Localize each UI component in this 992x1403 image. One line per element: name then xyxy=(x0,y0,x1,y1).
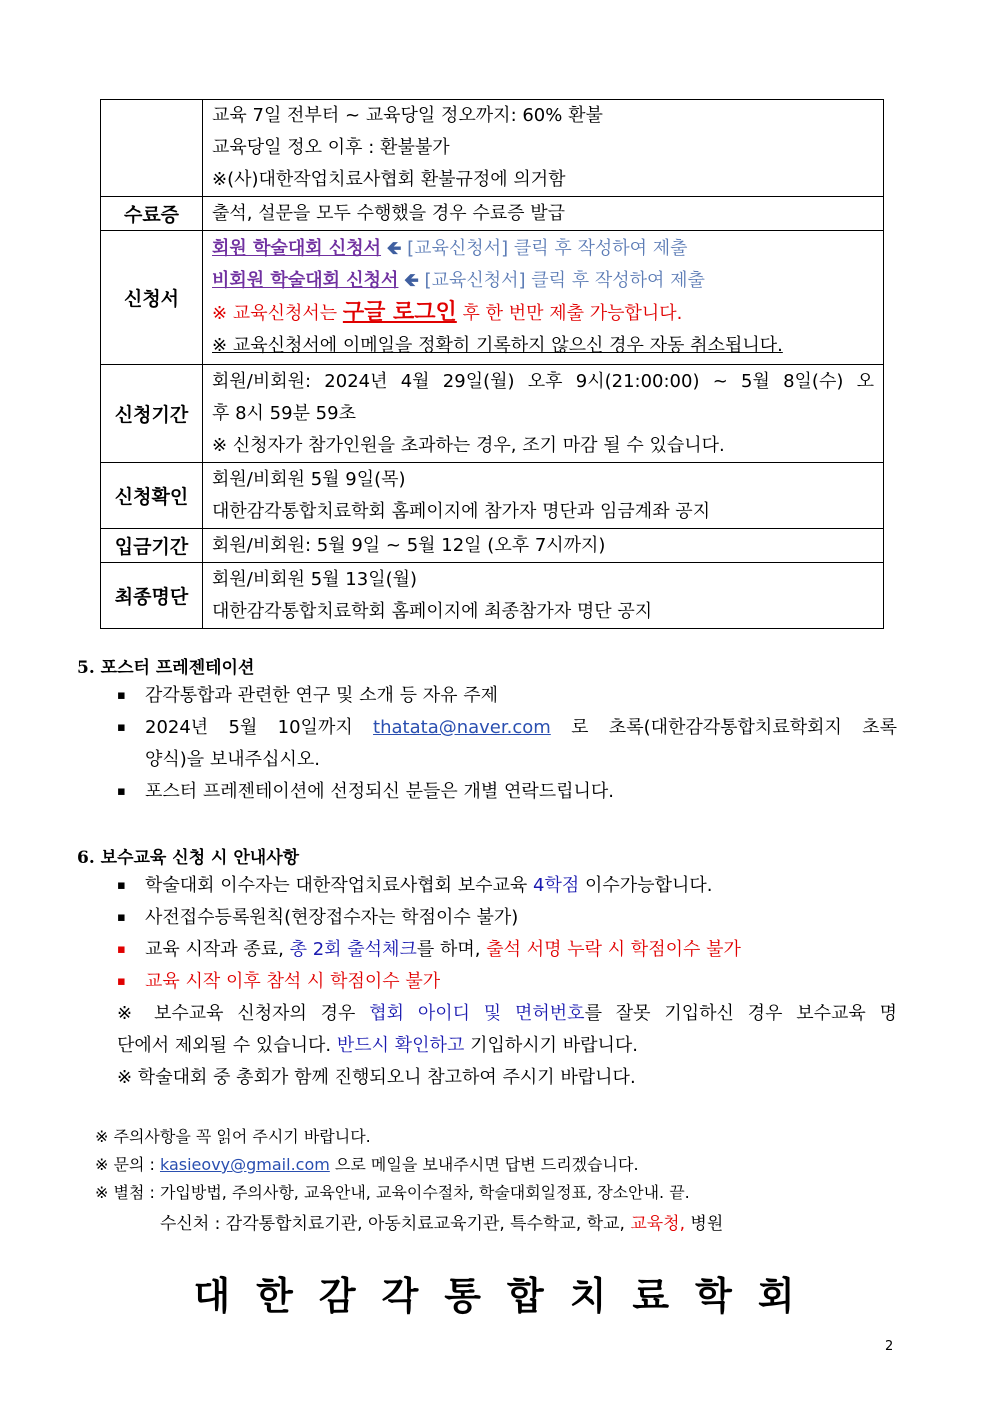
recipient-line xyxy=(160,1209,723,1234)
footer-note-2 xyxy=(95,1151,639,1179)
refund-cell xyxy=(203,100,884,197)
table-row-period xyxy=(101,365,884,463)
contact-email-link[interactable]: kasieovy@gmail.com xyxy=(159,1155,330,1174)
section-6-item-3 xyxy=(117,934,897,966)
section-6-note-2: ※ 학술대회 중 총회가 함께 진행되오니 참고하여 주시기 바랍니다. xyxy=(117,1067,636,1088)
poster-email-link[interactable]: thatata@naver.com xyxy=(373,717,551,738)
info-table xyxy=(100,99,884,629)
recipient-b: 교육청, xyxy=(630,1214,685,1234)
bullet-icon: ▪ xyxy=(117,720,126,735)
member-application-row xyxy=(212,233,874,265)
refund-line-3: ※(사)대한작업치료사협회 환불규정에 의거함 xyxy=(212,169,566,190)
final-line-2: 대한감각통합치료학회 홈페이지에 최종참가자 명단 공지 xyxy=(212,600,653,622)
bullet-icon: ▪ xyxy=(117,784,126,799)
section-6-item-3-c: 를 하며, xyxy=(416,939,481,960)
refund-line-2: 교육당일 정오 이후 : 환불불가 xyxy=(212,137,450,158)
section-5-item-2-prefix: 2024년 5월 10일까지 xyxy=(145,717,353,738)
section-5-item-2-continuation: 양식)을 보내주십시오. xyxy=(145,749,320,770)
period-cell xyxy=(203,365,884,463)
section-6-item-3-a: 교육 시작과 종료, xyxy=(145,939,284,960)
table-row-certificate xyxy=(101,197,884,231)
section-6-item-2-text: 사전접수등록원칙(현장접수자는 학점이수 불가) xyxy=(145,907,519,928)
note-1-d: 단에서 제외될 수 있습니다. xyxy=(117,1035,332,1056)
payment-header: 입금기간 xyxy=(101,529,203,563)
nonmember-click-hint: [교육신청서] 클릭 후 작성하여 제출 xyxy=(424,270,705,291)
bullet-icon: ▪ xyxy=(117,910,126,925)
section-6-item-4-text: 교육 시작 이후 참석 시 학점이수 불가 xyxy=(145,971,441,992)
section-6-title: 6. 보수교육 신청 시 안내사항 xyxy=(77,848,300,868)
page-number: 2 xyxy=(885,1339,894,1354)
refund-header-cell xyxy=(101,100,203,197)
period-line-2: 후 8시 59분 59초 xyxy=(212,402,356,424)
certificate-line: 출석, 설문을 모두 수행했을 경우 수료증 발급 xyxy=(212,202,566,224)
payment-line: 회원/비회원: 5월 9일 ~ 5월 12일 (오후 7시까지) xyxy=(212,534,606,556)
table-row-confirm xyxy=(101,463,884,529)
payment-cell xyxy=(203,529,884,563)
section-6-item-1-suffix: 이수가능합니다. xyxy=(585,875,713,896)
footer-note-1: ※ 주의사항을 꼭 읽어 주시기 바랍니다. xyxy=(95,1127,371,1146)
note-1-a: ※ 보수교육 신청자의 경우 xyxy=(117,1003,356,1024)
bullet-icon: ▪ xyxy=(117,878,126,893)
member-click-hint: [교육신청서] 클릭 후 작성하여 제출 xyxy=(407,238,688,259)
left-arrow-icon: 🡸 xyxy=(404,270,419,291)
google-login-emphasis: 구글 로그인 xyxy=(342,300,457,325)
recipient-a: 수신처 : 감각통합치료기관, 아동치료교육기관, 특수학교, 학교, xyxy=(160,1214,625,1234)
footer-note-3: ※ 별첨 : 가입방법, 주의사항, 교육안내, 교육이수절차, 학술대회일정표, 장소안내. 끝. xyxy=(95,1183,690,1202)
license-id-emphasis: 협회 아이디 및 면허번호 xyxy=(369,1003,585,1024)
nonmember-application-link[interactable]: 비회원 학술대회 신청서 xyxy=(212,270,399,291)
section-5-item-2-suffix: 로 초록(대한감각통합치료학회지 초록 xyxy=(571,717,897,738)
refund-line-1: 교육 7일 전부터 ~ 교육당일 정오까지: 60% 환불 xyxy=(212,105,603,126)
login-note-prefix: ※ 교육신청서는 xyxy=(212,303,338,324)
application-cell xyxy=(203,231,884,365)
section-5-item-1-text: 감각통합과 관련한 연구 및 소개 등 자유 주제 xyxy=(145,685,499,706)
table-row-refund xyxy=(101,100,884,197)
table-row-final xyxy=(101,563,884,629)
section-5-title: 5. 포스터 프레젠테이션 xyxy=(77,658,255,678)
section-6-note-1-line-1 xyxy=(117,998,897,1030)
section-6-item-1 xyxy=(117,870,897,902)
table-row-payment xyxy=(101,529,884,563)
missing-signature-warning: 출석 서명 누락 시 학점이수 불가 xyxy=(486,939,741,960)
section-5-item-3 xyxy=(117,776,897,808)
note-1-c: 를 잘못 기입하신 경우 보수교육 명 xyxy=(584,1003,897,1024)
period-line-1: 회원/비회원: 2024년 4월 29일(월) 오후 9시(21:00:00) ~ 5월 8일(수) 오 xyxy=(212,370,874,392)
period-line-3: ※ 신청자가 참가인원을 초과하는 경우, 조기 마감 될 수 있습니다. xyxy=(212,434,725,456)
confirm-line-1: 회원/비회원 5월 9일(목) xyxy=(212,468,406,490)
confirm-header: 신청확인 xyxy=(101,463,203,529)
section-6-item-1-prefix: 학술대회 이수자는 대한작업치료사협회 보수교육 xyxy=(145,875,528,896)
bullet-icon: ▪ xyxy=(117,688,126,703)
contact-suffix: 으로 메일을 보내주시면 답변 드리겠습니다. xyxy=(334,1155,639,1174)
section-6-item-4 xyxy=(117,966,897,998)
contact-prefix: ※ 문의 : xyxy=(95,1155,155,1174)
table-row-application xyxy=(101,231,884,365)
certificate-header: 수료증 xyxy=(101,197,203,231)
confirm-cell xyxy=(203,463,884,529)
login-note-suffix: 후 한 번만 제출 가능합니다. xyxy=(462,303,683,324)
google-login-note xyxy=(212,297,874,330)
note-1-f: 기입하시기 바랍니다. xyxy=(470,1035,638,1056)
section-5-item-1 xyxy=(117,680,897,712)
period-header: 신청기간 xyxy=(101,365,203,463)
final-cell xyxy=(203,563,884,629)
bullet-icon: ▪ xyxy=(117,974,126,989)
credit-count: 4학점 xyxy=(533,875,580,896)
section-6-note-1-line-2 xyxy=(117,1030,897,1062)
certificate-text xyxy=(203,197,884,231)
attendance-check-count: 총 2회 출석체크 xyxy=(289,939,417,960)
nonmember-application-row xyxy=(212,265,874,297)
recipient-c: 병원 xyxy=(690,1214,724,1234)
application-header: 신청서 xyxy=(101,231,203,365)
confirm-line-2: 대한감각통합치료학회 홈페이지에 참가자 명단과 임금계좌 공지 xyxy=(212,500,711,522)
section-5-item-3-text: 포스터 프레젠테이션에 선정되신 분들은 개별 연락드립니다. xyxy=(145,781,615,802)
final-line-1: 회원/비회원 5월 13일(월) xyxy=(212,568,418,590)
final-header: 최종명단 xyxy=(101,563,203,629)
bullet-icon: ▪ xyxy=(117,942,126,957)
member-application-link[interactable]: 회원 학술대회 신청서 xyxy=(212,238,382,259)
section-5-item-2 xyxy=(117,712,897,744)
left-arrow-icon: 🡸 xyxy=(386,238,402,259)
organization-name: 대한감각통합치료학회 xyxy=(193,1274,821,1318)
verify-emphasis: 반드시 확인하고 xyxy=(336,1035,465,1056)
section-6-item-2 xyxy=(117,902,897,934)
email-cancel-note: ※ 교육신청서에 이메일을 정확히 기록하지 않으신 경우 자동 취소됩니다. xyxy=(212,335,783,356)
